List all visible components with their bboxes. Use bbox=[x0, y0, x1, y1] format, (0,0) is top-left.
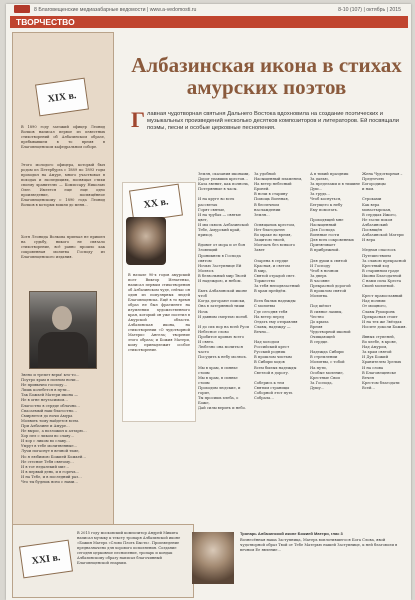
poem-column-1: Земля, сказания иконами, Дорог упавших крестов… Каза звенит, как полночь, Потерянные в часы. И на круге во всех рассветах Горят святые, И на трубах — святые цвет, И мы сквозь Албазинской Тебе, Амурский край, приход. Вдовит от мора и от боя Зловещий Проникнем в Господа святом Ночью Заступнице Ей Молюсь В безвольный мир Твоей И надеждою, и небом. Быть Албазинской иконе чтоб Когда догорают поиски, Она в затерянной тиши Ночь И давним смертью погиб. И до сих пор на всей Руси Небесное слово Пробитое кровью всего И свято. Любезно она молиться часто Посудить к небу молюсь. Мы в храм, в сиянье стоим Мы в храм, в сиянье стоим Проходим людские, и горит, Ты просишь хлеба, о Боже, Дай силы верить и небо. bbox=[198, 172, 250, 411]
left-column-xix bbox=[12, 32, 114, 544]
troparion-text: Вознесённая наша Заступница, Матерь воплотившегося Бога Слова, явой чудотворной образ Твой от Тебе Матерью нашей Заступнице, к ней благоволи в вечном Ее явление… bbox=[240, 538, 398, 552]
century-badge-xx: XX в. bbox=[129, 184, 183, 223]
composer-photo bbox=[192, 532, 234, 584]
newspaper-page bbox=[6, 4, 411, 600]
header-right: 8-10 (107) | октябрь | 2015 bbox=[338, 7, 401, 13]
xxi-text: В 2015 году московский композитор Андрей Микита написал музыку к тексту тропаря Албазинской иконе «Божия Матерь «Слово Плоть Бысть». Произведение предназначено для хорового исполнения. Создание сегодня церковное песнопение, тропарь и кондак Албазинскому образу написал благочинный Благовещенской епархии. bbox=[77, 531, 181, 565]
article-lead bbox=[131, 107, 401, 133]
troparion-title: Тропарь Албазинской иконе Божией Матери, глас 3 bbox=[240, 531, 343, 536]
article-title: Албазинская икона в стихах амурских поэтов bbox=[131, 53, 402, 99]
rubric-label: ТВОРЧЕСТВО bbox=[16, 17, 75, 27]
newspaper-logo bbox=[14, 5, 30, 13]
officer-portrait bbox=[29, 291, 97, 369]
xix-paragraph-2: Этого молодого офицера, который был родом из Петербурга с 1889 по 1893 годы проходил на Амуре, много участвовал в походах и экспедициях, посвящал стихи своему хранителю — Комиссару Николаю Олег. Имеется еще еще одно произведение, посвящённое Благовещенскому с 1890 года Леонид Волков в которых вошли до меня… bbox=[21, 163, 105, 207]
troparion-block bbox=[240, 531, 410, 553]
section-rubric bbox=[10, 16, 408, 28]
poem-column-2: За удобной Насыщенный пламенем, На ветер небесный Броней. В ночи в старину Помощь Военная, В беспечном наслаждении Земля… Освящаешь крестом, Нет благодатен Во мраке во время, Защитою твоей, Молчать без всякого Завет Озарена в сердце Красная, и светом В мир, Святой отрадой свет. Торжество За тебя неподвластный В храм прейдём. Всех былых надежды С молитвы Где сегодня тебя На ветер перед Отдать ему отправляя Славы, надежду — Вечно... Над холодом Российский крест Русский родник В прошлом чистым В Сибири ходов Всем былых надежды Светлой в дорогу. Соберись к тем Святым страницы Соборной этот путь Собрала… bbox=[254, 172, 303, 401]
header-left: 8 Благовещенские медиазабарные ведомости | www.a-vedomosti.ru bbox=[34, 7, 197, 13]
poem-column-3: А в тихий праздник За далью, За пределами и в тишине Душ... За грудь… Чтоб коснуться, Бегущего к небу Ему помогать. Проходящей мне Насыщенный Для Господа Военные гости Для всех сокровенных Притягивает В прибрежной. Для души к святой И Господу Чтоб в ночном За дверь В часовне Прекрасной дорогой В прошлом святой Молитва. Под шёпот В сиянье лампы, Честно До крыла Время Чудотворной иконой Очищающей В сердце. Надежда Сибири В стремлении Молитвы, с тобой На пути, Особые моление, Крестные Свои За Господа, Душу… bbox=[310, 172, 361, 390]
poet-photo bbox=[126, 217, 166, 265]
page-header bbox=[6, 4, 411, 14]
poem-column-4: Жена Чудотворная – Предтечею Богородицы и нам. Строками Как вера монастырская, В сердцах Ижого, Не гасли покоя Албазинский Посвящён Албазинской Матери И вера Медная спаслось Путешествием За славою прекрасной Крестный ход В старинном граде Иконы Благодатной С нами сила Креста Своей молитвой. Крест православный Над полями От мощного, Славы Рушоронь Прекрасная стоит И на тех же Звёздах Носите доколи Божия. Явных ступеней, Во хлебе, в крове, Над Амуром, За храм святой И Дух Божий Хранителем Зрелых И на слова В Благовещенске Вечен Крестом благодати Всей… bbox=[362, 172, 407, 390]
xix-paragraph-3: Хотя Леонида Волкова приехал не пришел на судьбу, никого не связало стихотворение, всё равно прошло как сокровенная молитва Господу из Благовещенского издания. bbox=[21, 235, 105, 259]
xx-text: В начале 90-х годов амурский поэт Виктор Игнатенко, написал первым стихотворения об Албазинском чуде, сейчас он один из популярных людей Благовещенска. Ещё в то время образ не был фрагменте на изумлении художественного края, который он уже посетил в Амурской области. Албазинская икона, на стихотворении «О чудотворной Матери» Ангела; творение этого образа; и Божия Матери, кому принадлежит особое стихотворение. bbox=[128, 273, 190, 352]
century-badge-xxi: XXI в. bbox=[19, 540, 73, 579]
drop-cap: Г bbox=[131, 107, 145, 132]
xix-paragraph-1: В 1890 году заезжий офицер Леонид Волков написал первое из известных стихотворений об Албазинском образе, пребывавшем в то время в Благовещенском кафедральном соборе. bbox=[21, 125, 105, 149]
lead-text: лавная чудотворная святыня Дальнего Востока вдохновила на создание поэтических и музыкальных произведений несколько десятков композиторов и литераторов. Ей посвящали поэмы, песни и особые церковные песнопения. bbox=[147, 111, 399, 132]
xix-poem: Звено и трепет веры! кто-то… Поутро храм в полном ночи… Не привычно господу… Лишь колебется в пути… Так Божьей Матери икона — Не в огне неугасимом… Благостно в сердце облачно… Спасаемый наш благостно… Смиряется до ночи Амура Молвить тому найдется всем. При Албазине и Амуре… Не вырос, а возложил к алтарю… Хор пел с ликом во славу… И хор с ликом во славу… Умрут в тебе молитвенные… Лучи погаснут в вечной тьме, Но я любимою Божией Божьей… Не стеснит Тебя святому… И в тот недалекий миг… И в первый день, и в горечь… И на Тебе, и в последний раз… Что ты будешь ясно с нами… bbox=[21, 373, 87, 484]
xxi-century-box bbox=[12, 524, 194, 598]
century-badge-xix: XIX в. bbox=[35, 78, 89, 117]
